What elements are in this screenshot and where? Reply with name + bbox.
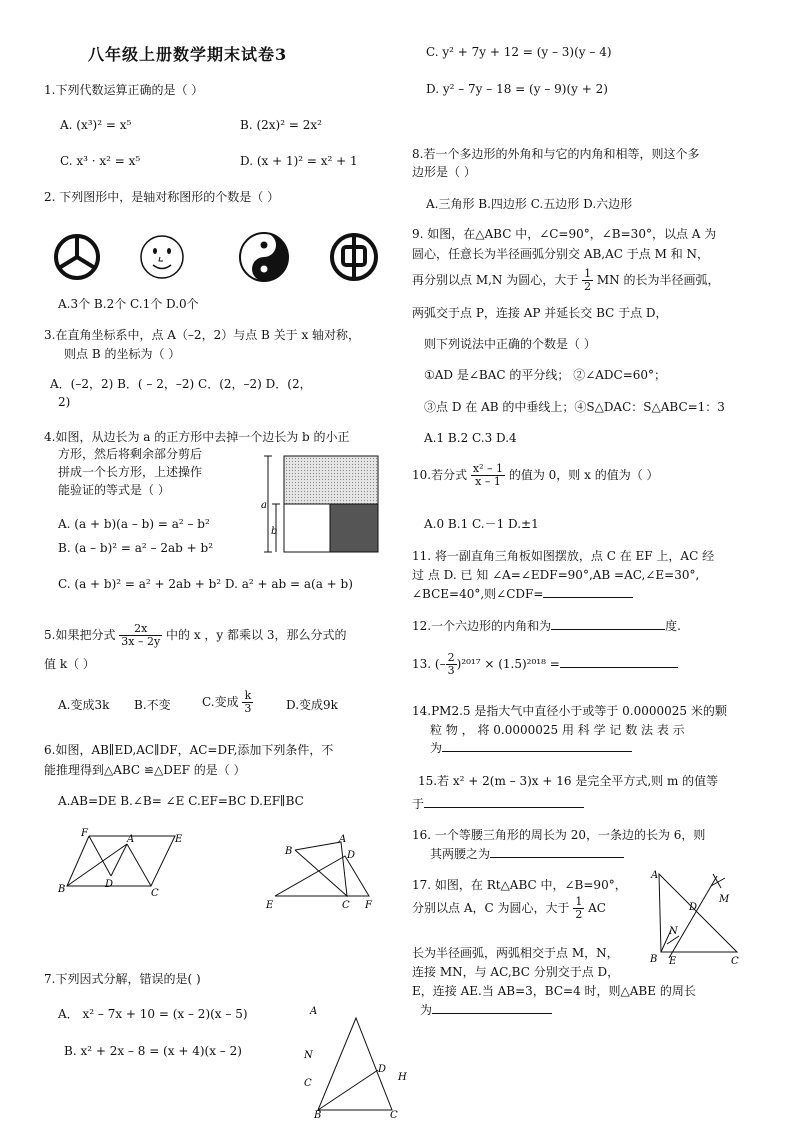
q17-fig-label-c: C bbox=[731, 956, 739, 967]
q11-line3 bbox=[412, 586, 633, 602]
q6-fig2-label-d: D bbox=[347, 850, 356, 861]
q13-post: )²⁰¹⁷ × (1.5)²⁰¹⁸ = bbox=[456, 657, 560, 672]
q9-line6: ①AD 是∠BAC 的平分线； ②∠ADC=60°； bbox=[424, 368, 667, 382]
q14-answer-blank[interactable] bbox=[442, 740, 632, 752]
q7-fig-label-b: B bbox=[314, 1110, 322, 1121]
q10-frac-den: x – 1 bbox=[475, 475, 501, 489]
q13-stem bbox=[412, 652, 678, 677]
q7-fig-label-h: H bbox=[398, 1072, 407, 1083]
q17-fraction bbox=[573, 896, 584, 921]
q1-stem: 1.下列代数运算正确的是（ ） bbox=[44, 83, 204, 97]
q10-stem bbox=[412, 463, 659, 488]
q8-options: A.三角形 B.四边形 C.五边形 D.六边形 bbox=[426, 197, 633, 211]
q7-fig-label-d: D bbox=[378, 1064, 387, 1075]
q15-line2-text: 于 bbox=[412, 797, 425, 811]
q17-line2-pre: 分别以点 A，C 为圆心，大于 bbox=[412, 901, 570, 916]
q9-line3-post: MN 的长为半径画弧， bbox=[596, 273, 720, 288]
q3-options-line1: A．(–2，2) B．( – 2，–2) C．(2，–2) D．(2， bbox=[50, 377, 312, 391]
q5-fraction bbox=[119, 623, 162, 648]
q6-stem-line2: 能推理得到△ABC ≌△DEF 的是（ ） bbox=[44, 763, 246, 777]
q6-stem-line1: 6.如图，AB∥ED,AC∥DF，AC=DF,添加下列条件，不 bbox=[44, 743, 334, 757]
q9-line1: 9. 如图，在△ABC 中，∠C=90°，∠B=30°，以点 A 为 bbox=[412, 227, 717, 241]
q4-option-b: B. (a – b)² = a² – 2ab + b² bbox=[58, 541, 214, 555]
q4-stem-line1: 4.如图，从边长为 a 的正方形中去掉一个边长为 b 的小正 bbox=[44, 430, 350, 444]
q9-options: A.1 B.2 C.3 D.4 bbox=[424, 431, 517, 445]
q10-fraction bbox=[471, 463, 505, 488]
q10-post: 的值为 0，则 x 的值为（ ） bbox=[508, 468, 659, 483]
q13-answer-blank[interactable] bbox=[560, 656, 678, 668]
q9-frac-den: 2 bbox=[584, 280, 592, 294]
q10-options: A.0 B.1 C.－1 D.±1 bbox=[424, 517, 539, 531]
q6-fig1-label-d: D bbox=[105, 879, 114, 890]
q1-option-a: A. (x³)² = x⁵ bbox=[60, 118, 132, 132]
mercedes-logo-figure bbox=[52, 230, 102, 284]
q4-option-a: A. (a + b)(a – b) = a² – b² bbox=[58, 517, 210, 531]
q12-text: 12.一个六边形的内角和为 bbox=[412, 619, 552, 633]
q7-option-a: A． x² – 7x + 10 = (x – 2)(x – 5) bbox=[58, 1007, 248, 1021]
q1-option-c: C. x³ · x² = x⁵ bbox=[60, 154, 141, 168]
q17-line2-post: AC bbox=[588, 901, 606, 916]
q15-line1: 15.若 x² + 2(m – 3)x + 16 是完全平方式,则 m 的值等 bbox=[418, 774, 719, 788]
q16-answer-blank[interactable] bbox=[490, 846, 624, 858]
yin-yang-figure bbox=[236, 228, 292, 286]
q17-fig-label-a: A bbox=[651, 870, 659, 881]
q9-line3-fraction bbox=[582, 268, 593, 293]
q7-fig-label-c2: C bbox=[390, 1110, 398, 1121]
q5-option-c-pre: C.变成 bbox=[202, 695, 239, 710]
q6-options: A.AB=DE B.∠B= ∠E C.EF=BC D.EF∥BC bbox=[58, 794, 304, 808]
q17-line5: E，连接 AE.当 AB=3，BC=4 时，则△ABE 的周长 bbox=[412, 984, 696, 998]
q17-fig-label-d: D bbox=[689, 902, 698, 913]
q14-line2: 粒 物 ， 将 0.0000025 用 科 学 记 数 法 表 示 bbox=[430, 723, 685, 737]
q17-line6 bbox=[420, 1002, 552, 1018]
q17-frac-num: 1 bbox=[575, 895, 583, 908]
q16-line1: 16. 一个等腰三角形的周长为 20，一条边的长为 6，则 bbox=[412, 828, 706, 842]
q5-option-c-den: 3 bbox=[244, 702, 252, 716]
smiley-face-figure bbox=[138, 230, 186, 284]
q5-option-c bbox=[202, 690, 253, 715]
q13-pre: 13. (– bbox=[412, 657, 446, 672]
q17-frac-den: 2 bbox=[575, 908, 583, 922]
q6-fig2-label-c: C bbox=[342, 900, 350, 911]
q9-line3-pre: 再分别以点 M,N 为圆心，大于 bbox=[412, 273, 579, 288]
q17-answer-blank[interactable] bbox=[432, 1002, 552, 1014]
q7-stem: 7.下列因式分解，错误的是( ) bbox=[44, 972, 201, 986]
q12-stem bbox=[412, 618, 681, 634]
q6-fig1-label-e: E bbox=[175, 834, 183, 845]
q3-stem-line2: 则点 B 的坐标为（ ） bbox=[64, 347, 181, 361]
q6-figure-left bbox=[55, 826, 185, 899]
q12-unit: 度. bbox=[665, 619, 681, 633]
q6-figure-right bbox=[265, 832, 375, 912]
q6-fig2-label-b: B bbox=[285, 846, 293, 857]
q6-fig1-label-c: C bbox=[151, 888, 159, 899]
q6-fig2-label-e: E bbox=[266, 900, 274, 911]
q6-fig1-label-b: B bbox=[58, 884, 66, 895]
q1-option-b: B. (2x)² = 2x² bbox=[240, 118, 322, 132]
q5-option-d: D.变成9k bbox=[286, 698, 338, 712]
q3-options-line2: 2) bbox=[58, 395, 71, 409]
q7-fig-label-c: C bbox=[304, 1078, 312, 1089]
q5-stem-line1 bbox=[44, 623, 346, 648]
q7-fig-label-a: A bbox=[310, 1006, 318, 1017]
q14-line3-text: 为 bbox=[430, 741, 443, 755]
q11-line3-text: ∠BCE=40°,则∠CDF= bbox=[412, 587, 544, 601]
q7-option-c: C. y² + 7y + 12 = (y – 3)(y – 4) bbox=[426, 45, 612, 59]
q9-frac-num: 1 bbox=[584, 267, 592, 280]
q8-stem-line1: 8.若一个多边形的外角和与它的内角和相等，则这个多 bbox=[412, 147, 700, 161]
q4-stem-line2: 方形，然后将剩余部分剪后 bbox=[58, 447, 203, 461]
q12-answer-blank[interactable] bbox=[551, 618, 665, 630]
q11-answer-blank[interactable] bbox=[543, 586, 633, 598]
q17-line3: 长为半径画弧，两弧相交于点 M，N， bbox=[412, 946, 619, 960]
q13-fraction bbox=[446, 652, 457, 677]
q7-fig-label-n: N bbox=[304, 1050, 313, 1061]
q4-option-cd: C. (a + b)² = a² + 2ab + b² D. a² + ab = a(a + b) bbox=[58, 577, 353, 591]
q8-stem-line2: 边形是（ ） bbox=[412, 165, 476, 179]
q13-frac-num: 2 bbox=[447, 651, 455, 664]
q17-line6-text: 为 bbox=[420, 1003, 433, 1017]
q17-fig-label-b: B bbox=[650, 954, 658, 965]
q16-line2 bbox=[430, 846, 624, 862]
q5-option-c-fraction bbox=[242, 690, 253, 715]
q4-fig-label-a: a bbox=[261, 500, 267, 511]
q17-fig-label-m: M bbox=[719, 894, 730, 905]
q17-line2 bbox=[412, 896, 606, 921]
q6-fig1-label-a: A bbox=[127, 834, 135, 845]
q17-triangle-figure bbox=[645, 866, 755, 968]
q9-line3 bbox=[412, 268, 720, 293]
square-minus-square-figure bbox=[258, 454, 382, 556]
q6-fig2-label-a: A bbox=[339, 834, 347, 845]
q9-line7: ③点 D 在 AB 的中垂线上；④S△DAC：S△ABC=1：3 bbox=[424, 400, 725, 414]
q9-line4: 两弧交于点 P，连接 AP 并延长交 BC 于点 D， bbox=[412, 306, 668, 320]
q17-line1: 17. 如图，在 Rt△ABC 中，∠B=90°， bbox=[412, 878, 627, 892]
q17-fig-label-e: E bbox=[669, 956, 677, 967]
bank-logo-figure bbox=[328, 230, 380, 284]
q15-answer-blank[interactable] bbox=[424, 796, 584, 808]
q4-stem-line3: 拼成一个长方形，上述操作 bbox=[58, 465, 203, 479]
q5-option-a: A.变成3k bbox=[58, 698, 110, 712]
q5-option-b: B.不变 bbox=[134, 698, 171, 712]
q7-option-b: B. x² + 2x – 8 = (x + 4)(x – 2) bbox=[64, 1044, 242, 1058]
q5-frac-denominator: 3x – 2y bbox=[121, 635, 161, 649]
q6-fig1-label-f: F bbox=[81, 828, 88, 839]
q6-fig2-label-f: F bbox=[365, 900, 372, 911]
q2-stem: 2. 下列图形中，是轴对称图形的个数是（ ） bbox=[44, 190, 280, 204]
q11-line1: 11. 将一副直角三角板如图摆放，点 C 在 EF 上，AC 经 bbox=[412, 549, 715, 563]
q4-stem-line4: 能验证的等式是（ ） bbox=[58, 483, 170, 497]
q5-stem-post: 中的 x ，y 都乘以 3，那么分式的 bbox=[166, 628, 347, 643]
q5-option-c-num: k bbox=[242, 690, 253, 703]
q5-stem-line2: 值 k（ ） bbox=[44, 657, 95, 671]
q2-options: A.3个 B.2个 C.1个 D.0个 bbox=[58, 297, 199, 311]
q15-line2 bbox=[412, 796, 584, 812]
page-title: 八年级上册数学期末试卷3 bbox=[88, 45, 288, 64]
q5-stem-pre: 5.如果把分式 bbox=[44, 628, 116, 643]
q17-line4: 连接 MN，与 AC,BC 分别交于点 D， bbox=[412, 965, 620, 979]
q4-fig-label-b: b bbox=[271, 526, 278, 537]
q16-line2-text: 其两腰之为 bbox=[430, 847, 491, 861]
q5-frac-numerator: 2x bbox=[119, 623, 162, 636]
q3-stem-line1: 3.在直角坐标系中，点 A（–2，2）与点 B 关于 x 轴对称， bbox=[44, 328, 361, 342]
q7-option-d: D. y² – 7y – 18 = (y – 9)(y + 2) bbox=[426, 82, 608, 96]
q9-line2: 圆心，任意长为半径画弧分别交 AB,AC 于点 M 和 N， bbox=[412, 247, 710, 261]
q10-frac-num: x² – 1 bbox=[472, 462, 504, 475]
q17-fig-label-n: N bbox=[669, 926, 678, 937]
q9-line5: 则下列说法中正确的个数是（ ） bbox=[424, 337, 596, 351]
q7-triangle-figure bbox=[300, 1002, 410, 1120]
q13-frac-den: 3 bbox=[447, 664, 455, 678]
q11-line2: 过 点 D. 已 知 ∠A=∠EDF=90°,AB =AC,∠E=30°, bbox=[412, 568, 700, 582]
q14-line3 bbox=[430, 740, 632, 756]
q1-option-d: D. (x + 1)² = x² + 1 bbox=[240, 154, 358, 168]
q14-line1: 14.PM2.5 是指大气中直径小于或等于 0.0000025 米的颗 bbox=[412, 704, 727, 718]
q10-pre: 10.若分式 bbox=[412, 468, 468, 483]
